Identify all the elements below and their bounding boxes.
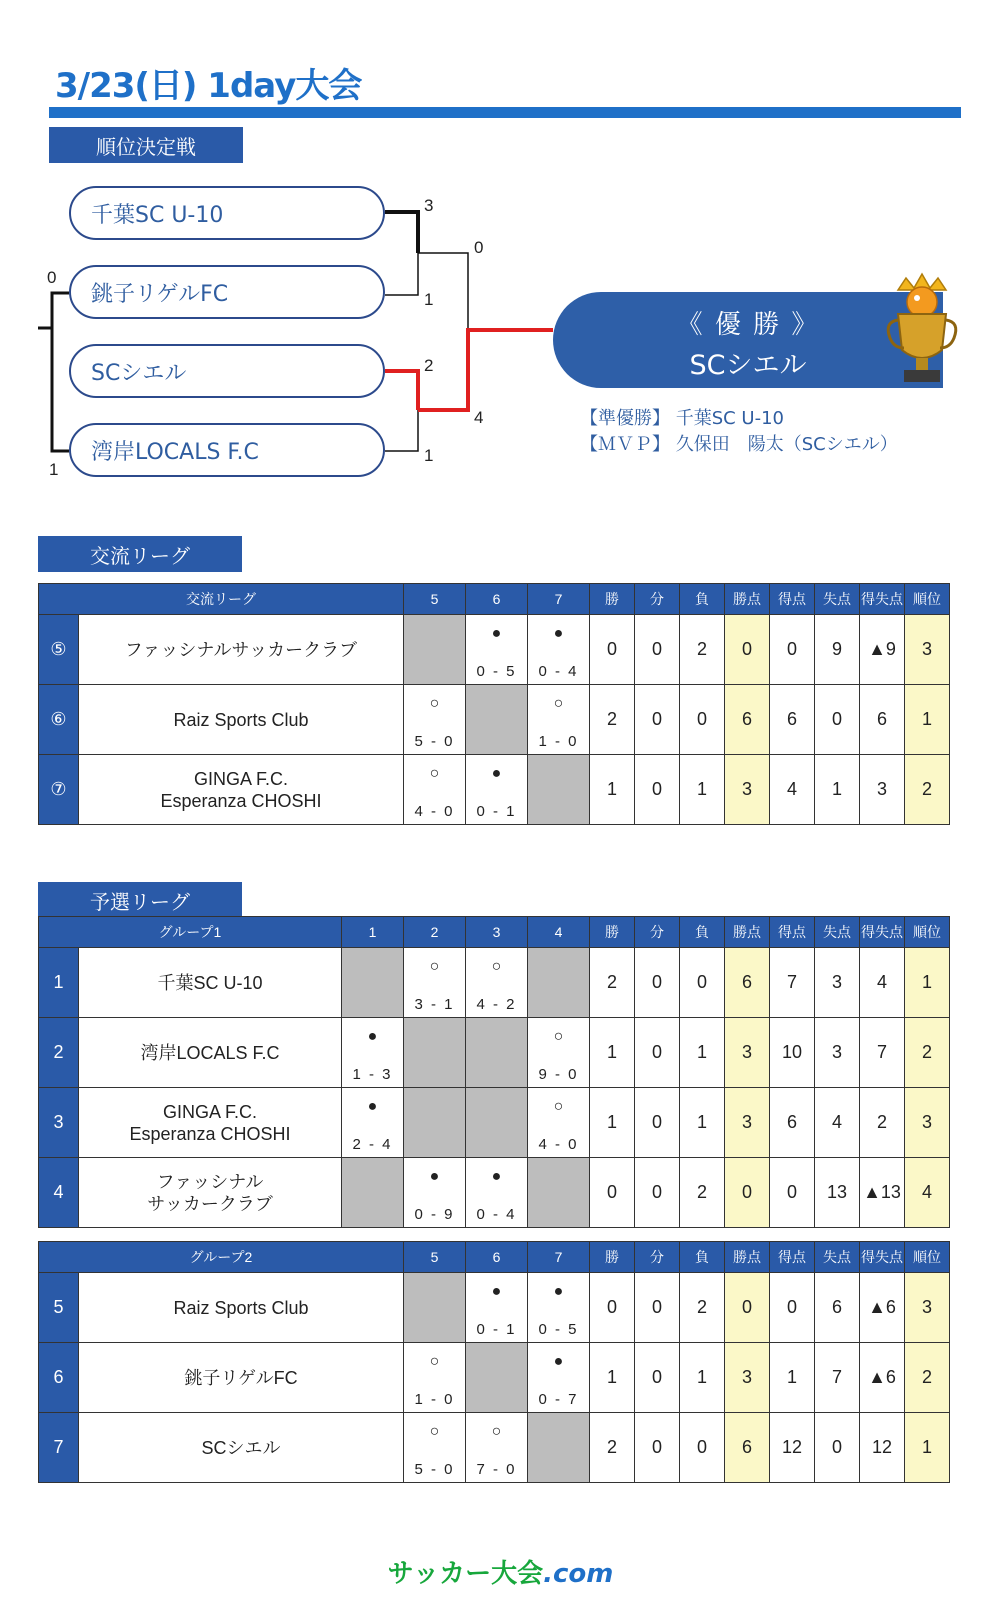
stat-gf: 0 bbox=[770, 1158, 815, 1228]
loss-mark: ● bbox=[491, 1283, 502, 1300]
trophy-icon bbox=[884, 262, 964, 392]
stat-rank: 1 bbox=[905, 948, 950, 1018]
stat-d: 0 bbox=[635, 755, 680, 825]
row-index: ⑦ bbox=[39, 755, 79, 825]
group1-header-w: 勝 bbox=[590, 917, 635, 948]
match-result-cell bbox=[404, 1158, 466, 1228]
stat-gf: 0 bbox=[770, 1273, 815, 1343]
exchange-table bbox=[38, 583, 950, 825]
stat-ga: 0 bbox=[815, 1413, 860, 1483]
match-score: 0 - 5 bbox=[476, 663, 517, 680]
stat-ga: 1 bbox=[815, 755, 860, 825]
runner-up-text: 【準優勝】 千葉SC U-10 bbox=[580, 408, 785, 429]
stat-rank: 3 bbox=[905, 1273, 950, 1343]
win-mark: ○ bbox=[429, 765, 440, 782]
group1-header-col-2: 2 bbox=[404, 917, 466, 948]
loss-mark: ● bbox=[553, 625, 564, 642]
exchange-header-d: 分 bbox=[635, 584, 680, 615]
row-index: 2 bbox=[39, 1018, 79, 1088]
stat-ga: 0 bbox=[815, 685, 860, 755]
stat-gd: ▲6 bbox=[860, 1273, 905, 1343]
stat-d: 0 bbox=[635, 685, 680, 755]
stat-rank: 3 bbox=[905, 615, 950, 685]
match-result-cell bbox=[404, 685, 466, 755]
stat-w: 0 bbox=[590, 1273, 635, 1343]
match-result-cell bbox=[404, 1343, 466, 1413]
stat-w: 2 bbox=[590, 685, 635, 755]
win-mark: ○ bbox=[429, 1353, 440, 1370]
stat-d: 0 bbox=[635, 615, 680, 685]
group1-header-col-1: 1 bbox=[342, 917, 404, 948]
bracket-score-outer-bottom: 1 bbox=[49, 460, 59, 479]
match-score: 1 - 0 bbox=[414, 1391, 455, 1408]
match-result-cell bbox=[466, 1273, 528, 1343]
stat-ga: 7 bbox=[815, 1343, 860, 1413]
stat-pts: 3 bbox=[725, 1018, 770, 1088]
group2-header-l: 負 bbox=[680, 1242, 725, 1273]
row-index: 7 bbox=[39, 1413, 79, 1483]
stat-gd: 3 bbox=[860, 755, 905, 825]
stat-rank: 1 bbox=[905, 685, 950, 755]
stat-gd: 2 bbox=[860, 1088, 905, 1158]
win-mark: ○ bbox=[491, 1423, 502, 1440]
stat-gf: 10 bbox=[770, 1018, 815, 1088]
self-match-cell bbox=[404, 615, 466, 685]
table-row bbox=[39, 1158, 950, 1228]
row-index: 5 bbox=[39, 1273, 79, 1343]
stat-gf: 4 bbox=[770, 755, 815, 825]
match-score: 4 - 2 bbox=[476, 996, 517, 1013]
match-score: 7 - 0 bbox=[476, 1461, 517, 1478]
match-score: 3 - 1 bbox=[414, 996, 455, 1013]
exchange-header-col-5: 5 bbox=[404, 584, 466, 615]
page-title: 3/23(日) 1day大会 bbox=[55, 66, 362, 106]
bracket-lines bbox=[0, 0, 1001, 500]
stat-gd: 6 bbox=[860, 685, 905, 755]
match-score: 0 - 1 bbox=[476, 1321, 517, 1338]
win-mark: ○ bbox=[491, 958, 502, 975]
stat-d: 0 bbox=[635, 1018, 680, 1088]
group2-header-w: 勝 bbox=[590, 1242, 635, 1273]
stat-gf: 1 bbox=[770, 1343, 815, 1413]
bracket-line-m2-bottom bbox=[385, 410, 418, 451]
match-result-cell bbox=[528, 1088, 590, 1158]
stat-l: 1 bbox=[680, 755, 725, 825]
team-name: GINGA F.C. Esperanza CHOSHI bbox=[79, 755, 404, 825]
stat-pts: 3 bbox=[725, 755, 770, 825]
self-match-cell bbox=[342, 1158, 404, 1228]
self-match-cell bbox=[528, 1158, 590, 1228]
exchange-header-w: 勝 bbox=[590, 584, 635, 615]
bracket-score-4: 1 bbox=[424, 446, 434, 465]
stat-l: 1 bbox=[680, 1343, 725, 1413]
match-score: 0 - 7 bbox=[538, 1391, 579, 1408]
match-result-cell bbox=[528, 1018, 590, 1088]
match-result-cell bbox=[404, 755, 466, 825]
win-mark: ○ bbox=[553, 695, 564, 712]
group2-header-col-6: 6 bbox=[466, 1242, 528, 1273]
win-mark: ○ bbox=[429, 695, 440, 712]
match-score: 1 - 3 bbox=[352, 1066, 393, 1083]
win-mark: ○ bbox=[553, 1098, 564, 1115]
stat-gd: 12 bbox=[860, 1413, 905, 1483]
match-result-cell bbox=[466, 1158, 528, 1228]
stat-w: 0 bbox=[590, 1158, 635, 1228]
match-score: 4 - 0 bbox=[538, 1136, 579, 1153]
group2-header-ga: 失点 bbox=[815, 1242, 860, 1273]
self-match-cell bbox=[466, 1018, 528, 1088]
exchange-header-gf: 得点 bbox=[770, 584, 815, 615]
stat-d: 0 bbox=[635, 1413, 680, 1483]
match-score: 4 - 0 bbox=[414, 803, 455, 820]
stat-gd: 4 bbox=[860, 948, 905, 1018]
stat-ga: 13 bbox=[815, 1158, 860, 1228]
stat-w: 1 bbox=[590, 1088, 635, 1158]
team-name: ファッシナル サッカークラブ bbox=[79, 1158, 342, 1228]
stat-ga: 3 bbox=[815, 1018, 860, 1088]
table-row bbox=[39, 948, 950, 1018]
stat-w: 2 bbox=[590, 1413, 635, 1483]
site-logo-com: .com bbox=[543, 1559, 614, 1589]
stat-w: 1 bbox=[590, 1018, 635, 1088]
stat-w: 1 bbox=[590, 755, 635, 825]
stat-l: 0 bbox=[680, 685, 725, 755]
loss-mark: ● bbox=[553, 1283, 564, 1300]
bracket-score-semi-top: 0 bbox=[474, 238, 484, 257]
group1-header-gf: 得点 bbox=[770, 917, 815, 948]
self-match-cell bbox=[466, 1088, 528, 1158]
stat-gf: 7 bbox=[770, 948, 815, 1018]
stat-gd: ▲9 bbox=[860, 615, 905, 685]
exchange-header-l: 負 bbox=[680, 584, 725, 615]
group1-header-l: 負 bbox=[680, 917, 725, 948]
group1-header-pts: 勝点 bbox=[725, 917, 770, 948]
bracket-line-final-bottom bbox=[418, 330, 553, 410]
bracket-line-m2-top bbox=[385, 371, 418, 410]
bracket-line-outer bbox=[52, 293, 69, 451]
stat-gf: 12 bbox=[770, 1413, 815, 1483]
team-name: Raiz Sports Club bbox=[79, 1273, 404, 1343]
stat-rank: 4 bbox=[905, 1158, 950, 1228]
bracket-score-2: 1 bbox=[424, 290, 434, 309]
row-index: 4 bbox=[39, 1158, 79, 1228]
match-score: 9 - 0 bbox=[538, 1066, 579, 1083]
table-row bbox=[39, 1273, 950, 1343]
win-mark: ○ bbox=[553, 1028, 564, 1045]
self-match-cell bbox=[528, 948, 590, 1018]
team-name: Raiz Sports Club bbox=[79, 685, 404, 755]
stat-rank: 2 bbox=[905, 1343, 950, 1413]
row-index: ⑥ bbox=[39, 685, 79, 755]
stat-pts: 0 bbox=[725, 615, 770, 685]
group2-header-rank: 順位 bbox=[905, 1242, 950, 1273]
self-match-cell bbox=[528, 1413, 590, 1483]
stat-pts: 6 bbox=[725, 948, 770, 1018]
self-match-cell bbox=[466, 1343, 528, 1413]
self-match-cell bbox=[528, 755, 590, 825]
table-row bbox=[39, 685, 950, 755]
stat-rank: 2 bbox=[905, 755, 950, 825]
stat-gd: 7 bbox=[860, 1018, 905, 1088]
bracket-team-3: SCシエル bbox=[69, 344, 385, 398]
match-score: 0 - 1 bbox=[476, 803, 517, 820]
stat-l: 0 bbox=[680, 948, 725, 1018]
loss-mark: ● bbox=[367, 1028, 378, 1045]
group2-table bbox=[38, 1241, 950, 1483]
match-result-cell bbox=[466, 755, 528, 825]
stat-d: 0 bbox=[635, 1158, 680, 1228]
exchange-header-gd: 得失点 bbox=[860, 584, 905, 615]
stat-gd: ▲13 bbox=[860, 1158, 905, 1228]
team-name: 銚子リゲルFC bbox=[79, 1343, 404, 1413]
loss-mark: ● bbox=[367, 1098, 378, 1115]
row-index: ⑤ bbox=[39, 615, 79, 685]
exchange-header-label: 交流リーグ bbox=[39, 584, 404, 615]
bracket-score-semi-bottom: 4 bbox=[474, 408, 484, 427]
win-mark: ○ bbox=[429, 1423, 440, 1440]
group1-table bbox=[38, 916, 950, 1228]
stat-gf: 6 bbox=[770, 685, 815, 755]
match-result-cell bbox=[404, 948, 466, 1018]
stat-d: 0 bbox=[635, 1343, 680, 1413]
stat-ga: 6 bbox=[815, 1273, 860, 1343]
stat-l: 2 bbox=[680, 1273, 725, 1343]
stat-rank: 3 bbox=[905, 1088, 950, 1158]
match-score: 5 - 0 bbox=[414, 733, 455, 750]
match-result-cell bbox=[404, 1413, 466, 1483]
table-row bbox=[39, 615, 950, 685]
loss-mark: ● bbox=[553, 1353, 564, 1370]
bracket-team-1: 千葉SC U-10 bbox=[69, 186, 385, 240]
bracket-line-m1-bottom bbox=[385, 253, 418, 295]
loss-mark: ● bbox=[491, 625, 502, 642]
stat-ga: 4 bbox=[815, 1088, 860, 1158]
stat-l: 0 bbox=[680, 1413, 725, 1483]
group1-header-label: グループ1 bbox=[39, 917, 342, 948]
exchange-header-col-6: 6 bbox=[466, 584, 528, 615]
stat-pts: 3 bbox=[725, 1343, 770, 1413]
loss-mark: ● bbox=[491, 1168, 502, 1185]
loss-mark: ● bbox=[429, 1168, 440, 1185]
team-name: 湾岸LOCALS F.C bbox=[79, 1018, 342, 1088]
group2-header-label: グループ2 bbox=[39, 1242, 404, 1273]
bracket-team-4: 湾岸LOCALS F.C bbox=[69, 423, 385, 477]
stat-l: 1 bbox=[680, 1088, 725, 1158]
exchange-header-rank: 順位 bbox=[905, 584, 950, 615]
group1-header-d: 分 bbox=[635, 917, 680, 948]
exchange-header-pts: 勝点 bbox=[725, 584, 770, 615]
team-name: 千葉SC U-10 bbox=[79, 948, 342, 1018]
team-name: SCシエル bbox=[79, 1413, 404, 1483]
stat-d: 0 bbox=[635, 1088, 680, 1158]
stat-l: 2 bbox=[680, 615, 725, 685]
group1-header-ga: 失点 bbox=[815, 917, 860, 948]
match-result-cell bbox=[342, 1018, 404, 1088]
champion-label: 《 優 勝 》 bbox=[676, 310, 820, 340]
stat-pts: 6 bbox=[725, 685, 770, 755]
group1-header-rank: 順位 bbox=[905, 917, 950, 948]
bracket-score-outer-top: 0 bbox=[47, 268, 57, 287]
match-result-cell bbox=[466, 1413, 528, 1483]
group2-header-col-5: 5 bbox=[404, 1242, 466, 1273]
stat-ga: 3 bbox=[815, 948, 860, 1018]
group2-header-col-7: 7 bbox=[528, 1242, 590, 1273]
match-result-cell bbox=[342, 1088, 404, 1158]
site-logo bbox=[0, 1553, 1001, 1590]
self-match-cell bbox=[404, 1088, 466, 1158]
match-score: 0 - 4 bbox=[538, 663, 579, 680]
team-name: ファッシナルサッカークラブ bbox=[79, 615, 404, 685]
stat-w: 1 bbox=[590, 1343, 635, 1413]
match-result-cell bbox=[466, 615, 528, 685]
win-mark: ○ bbox=[429, 958, 440, 975]
stat-rank: 1 bbox=[905, 1413, 950, 1483]
stat-ga: 9 bbox=[815, 615, 860, 685]
match-result-cell bbox=[528, 615, 590, 685]
stat-d: 0 bbox=[635, 948, 680, 1018]
group2-header-gf: 得点 bbox=[770, 1242, 815, 1273]
stat-rank: 2 bbox=[905, 1018, 950, 1088]
stat-gd: ▲6 bbox=[860, 1343, 905, 1413]
row-index: 1 bbox=[39, 948, 79, 1018]
row-index: 3 bbox=[39, 1088, 79, 1158]
site-logo-main: サッカー大会 bbox=[387, 1559, 544, 1589]
champion-team: SCシエル bbox=[689, 350, 807, 381]
stat-pts: 6 bbox=[725, 1413, 770, 1483]
table-row bbox=[39, 1018, 950, 1088]
match-score: 0 - 4 bbox=[476, 1206, 517, 1223]
ranking-section-label: 順位決定戦 bbox=[49, 127, 243, 163]
self-match-cell bbox=[342, 948, 404, 1018]
stat-gf: 6 bbox=[770, 1088, 815, 1158]
stat-l: 2 bbox=[680, 1158, 725, 1228]
match-result-cell bbox=[528, 685, 590, 755]
stat-pts: 0 bbox=[725, 1158, 770, 1228]
self-match-cell bbox=[404, 1018, 466, 1088]
match-score: 5 - 0 bbox=[414, 1461, 455, 1478]
stat-d: 0 bbox=[635, 1273, 680, 1343]
stat-l: 1 bbox=[680, 1018, 725, 1088]
bracket-team-2: 銚子リゲルFC bbox=[69, 265, 385, 319]
match-result-cell bbox=[528, 1343, 590, 1413]
table-row bbox=[39, 755, 950, 825]
stat-gf: 0 bbox=[770, 615, 815, 685]
exchange-header-ga: 失点 bbox=[815, 584, 860, 615]
group2-header-gd: 得失点 bbox=[860, 1242, 905, 1273]
team-name: GINGA F.C. Esperanza CHOSHI bbox=[79, 1088, 342, 1158]
stat-w: 0 bbox=[590, 615, 635, 685]
group1-header-col-4: 4 bbox=[528, 917, 590, 948]
self-match-cell bbox=[466, 685, 528, 755]
match-score: 2 - 4 bbox=[352, 1136, 393, 1153]
qualifying-section-label: 予選リーグ bbox=[38, 882, 242, 918]
group1-header-gd: 得失点 bbox=[860, 917, 905, 948]
row-index: 6 bbox=[39, 1343, 79, 1413]
table-row bbox=[39, 1088, 950, 1158]
match-score: 0 - 5 bbox=[538, 1321, 579, 1338]
group2-header-d: 分 bbox=[635, 1242, 680, 1273]
stat-w: 2 bbox=[590, 948, 635, 1018]
group2-header-pts: 勝点 bbox=[725, 1242, 770, 1273]
loss-mark: ● bbox=[491, 765, 502, 782]
self-match-cell bbox=[404, 1273, 466, 1343]
match-result-cell bbox=[528, 1273, 590, 1343]
table-row bbox=[39, 1343, 950, 1413]
match-score: 0 - 9 bbox=[414, 1206, 455, 1223]
mvp-text: 【ＭＶＰ】 久保田 陽太（SCシエル） bbox=[580, 434, 898, 455]
exchange-header-col-7: 7 bbox=[528, 584, 590, 615]
stat-pts: 0 bbox=[725, 1273, 770, 1343]
exchange-section-label: 交流リーグ bbox=[38, 536, 242, 572]
bracket-line-m1-top bbox=[385, 212, 418, 253]
match-result-cell bbox=[466, 948, 528, 1018]
group1-header-col-3: 3 bbox=[466, 917, 528, 948]
bracket-score-1: 3 bbox=[424, 196, 434, 215]
table-row bbox=[39, 1413, 950, 1483]
bracket-score-3: 2 bbox=[424, 356, 434, 375]
match-score: 1 - 0 bbox=[538, 733, 579, 750]
stat-pts: 3 bbox=[725, 1088, 770, 1158]
